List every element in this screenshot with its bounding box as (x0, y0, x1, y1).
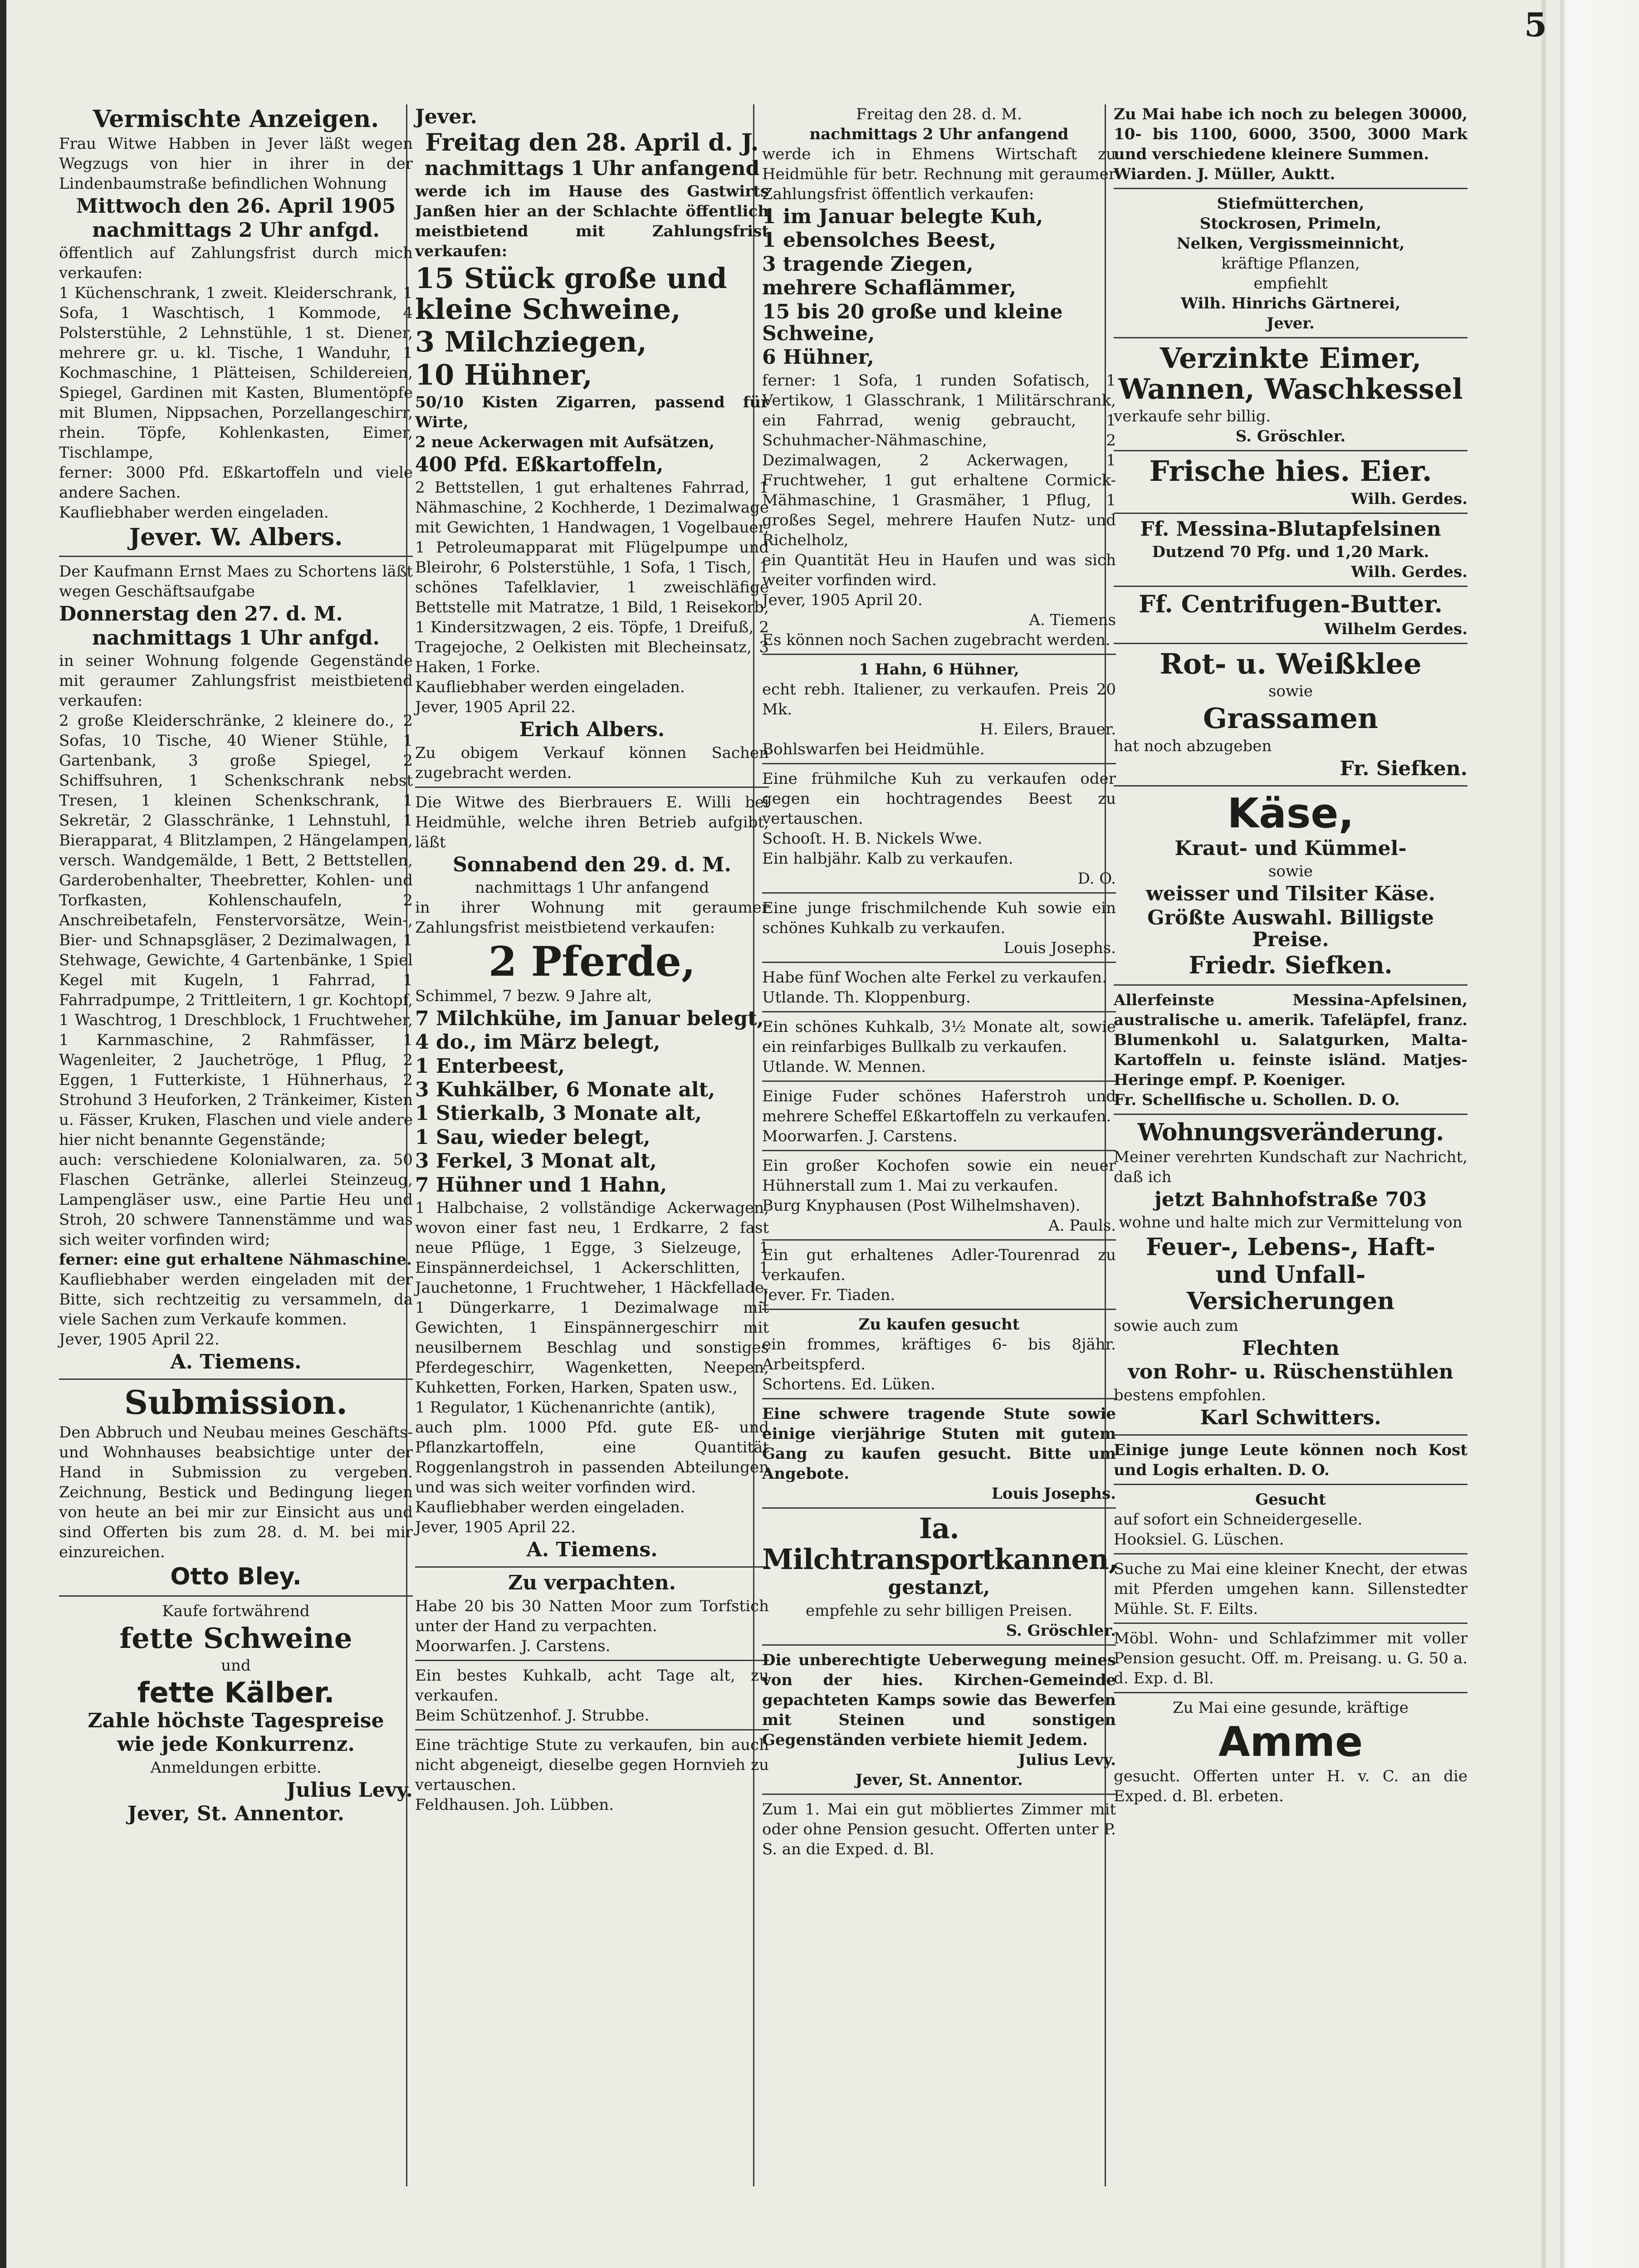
ad-line: Schimmel, 7 bezw. 9 Jahre alt, (415, 987, 652, 1005)
ad-blutapfelsinen (1114, 518, 1468, 587)
ad-body: 1 Halbchaise, 2 vollständige Ackerwagen, wovon einer fast neu, 1 Erdkarre, 2 fast neue Pflüge, 1 Egge, 3 Sielzeuge, 1 Einspännerdeichsel, 1 Ackerschlitten, 1 Jauchetonne, 1 Fruchtweher, 1 Häckfellade, 1 Düngerkarre, 1 Dezimalwage mit Gewichten, 1 Einspännergeschirr mit neusilbernem Beschlag und sonstiges Pferdegeschirr, Wagenketten, Neepen, Kuhketten, Forken, Harken, Spaten usw., 1 Regulator, 1 Küchenanrichte (antik), auch plm. 1000 Pfd. gute Eß- und Pflanzkartoffeln, eine Quantität Roggenlangstroh in passenden Abteilungen und was sich weiter vorfinden wird. Kaufliebhaber werden eingeladen. (415, 1199, 769, 1517)
ad-date: Freitag den 28. April d. J. (425, 129, 759, 157)
ad-line: Flechten (1242, 1336, 1340, 1360)
ad-willi-auction (415, 792, 769, 1568)
scan-margin (1561, 0, 1639, 2268)
ad-big: Käse, (1227, 789, 1354, 837)
ad-line: Kraut- und Kümmel- (1174, 836, 1407, 860)
ad-footer (762, 987, 1116, 1007)
ad-text: Eine junge frischmilchende Kuh sowie ein schönes Kuhkalb zu verkaufen. (762, 899, 1116, 937)
ad-note: Kaufliebhaber werden eingeladen mit der Bitte, sich rechtzeitig zu versammeln, da viele Sachen zum Verkaufe kommen. (59, 1270, 413, 1329)
ad-kost-logis (1114, 1440, 1468, 1485)
ad-place: Wiarden. (1114, 165, 1192, 183)
ad-text: verkaufe sehr billig. (1114, 407, 1271, 426)
column-4 (1114, 104, 1468, 1814)
ad-stute-gesucht (762, 1404, 1116, 1509)
ad-text: Fr. Schellfische u. Schollen. D. O. (1114, 1090, 1400, 1109)
ad-big: Verzinkte Eimer, Wannen, Waschkessel (1118, 342, 1463, 406)
ad-wohnzimmer (1114, 1628, 1468, 1693)
ad-signature: Karl Schwitters. (1200, 1406, 1381, 1429)
ad-heading: 1 Hahn, 6 Hühner, (859, 660, 1019, 679)
ad-date: Sonnabend den 29. d. M. (453, 853, 731, 876)
ad-footer (762, 829, 1116, 849)
ad-footer (415, 1795, 769, 1815)
ad-big: 1 im Januar belegte Kuh, (762, 205, 1043, 228)
ad-signature: H. B. Nickels Wwe. (832, 829, 983, 848)
section-heading: Vermischte Anzeigen. (93, 105, 379, 133)
ad-signature: A. Pauls. (1048, 1216, 1116, 1235)
ad-signature: Ed. Lüken. (851, 1375, 935, 1393)
ad-text: Allerfeinste Messina-Apfelsinen, australische u. amerik. Tafeläpfel, franz. Blumenkohl u. Salatgurken, Malta-Kartoffeln u. feinste isländ. Matjes-Heringe empf. P. Koeniger. (1114, 991, 1468, 1089)
ad-date-line: Jever, 1905 April 22. (415, 698, 576, 717)
ad-klee (1114, 649, 1468, 787)
ad-heading: Zu kaufen gesucht (858, 1315, 1020, 1334)
ad-schwitters (1114, 1119, 1468, 1436)
ad-schneidergeselle (1114, 1490, 1468, 1554)
ad-place: Schortens. (762, 1375, 846, 1393)
ad-text: Ein bestes Kuhkalb, acht Tage alt, zu verkaufen. (415, 1666, 769, 1705)
ad-text: Frau Witwe Habben in Jever läßt wegen Wegzugs von hier in ihrer in der Lindenbaumstraße befindlichen Wohnung (59, 135, 413, 193)
ad-further: ferner: eine gut erhaltene Nähmaschine. (59, 1250, 412, 1269)
ad-text: Der Kaufmann Ernst Maes zu Schortens läßt wegen Geschäftsaufgabe (59, 562, 413, 601)
ad-note: Es können noch Sachen zugebracht werden. (762, 631, 1111, 649)
ad-signature: Wilh. Gerdes. (1351, 489, 1468, 508)
ad-big: Grassamen (1203, 702, 1378, 735)
ad-line: 3 Kuhkälber, 6 Monate alt, (415, 1078, 715, 1102)
ad-line: 1 Sau, wieder belegt, (415, 1125, 651, 1149)
ad-mueller-geld (1114, 104, 1468, 189)
ad-big: Feuer-, Lebens-, Haft- (1146, 1233, 1435, 1261)
ad-line: weisser und Tilsiter Käse. (1146, 882, 1435, 906)
ad-line: von Rohr- u. Rüschenstühlen (1128, 1360, 1453, 1384)
ad-nickels (762, 769, 1116, 894)
ad-signature: S. Gröschler. (1235, 427, 1346, 446)
binding-edge (0, 0, 6, 2268)
ad-kuhkalb (415, 1666, 769, 1730)
ad-line: Zahle höchste Tagespreise (88, 1709, 384, 1733)
ad-zimmer (762, 1799, 1116, 1863)
ad-line: Anmeldungen erbitte. (150, 1758, 322, 1777)
ad-hinrichs-gaertnerei (1114, 194, 1468, 338)
ad-line: 4 do., im März belegt, (415, 1031, 660, 1054)
ad-signature: Fr. Siefken. (1340, 757, 1468, 780)
ad-mid: sowie (1268, 682, 1313, 701)
ad-big: 3 Milchziegen, (415, 325, 647, 359)
ad-date-line: Jever, 1905 April 22. (415, 1518, 576, 1537)
ad-note: Zu obigem Verkauf können Sachen zugebracht werden. (415, 743, 769, 782)
ad-footer (1114, 1530, 1468, 1549)
ad-big: 10 Hühner, (415, 358, 592, 391)
ad-text: Suche zu Mai eine kleiner Knecht, der etwas mit Pferden umgehen kann. Sillenstedter Mühle. St. F. Eilts. (1114, 1559, 1468, 1618)
ad-line: bestens empfohlen. (1114, 1386, 1267, 1404)
ad-tiemens-auction (762, 104, 1116, 655)
ad-text: Eine schwere tragende Stute sowie einige vierjährige Stuten mit gutem Gang zu kaufen gesucht. Bitte um Angebote. (762, 1404, 1116, 1483)
ad-mennen (762, 1017, 1116, 1082)
ad-big: 1 ebensolches Beest, (762, 229, 996, 252)
ad-date-line: Jever, 1905 April 22. (59, 1330, 220, 1349)
column-3 (762, 104, 1116, 1867)
ad-text: Ein großer Kochofen sowie ein neuer Hühnerstall zum 1. Mai zu verkaufen. (762, 1156, 1116, 1195)
ad-text: Eine frühmilche Kuh zu verkaufen oder gegen ein hochtragendes Beest zu vertauschen. (762, 769, 1116, 828)
ad-intro: werde ich in Ehmens Wirtschaft zu Heidmühle für betr. Rechnung mit geraumer Zahlungsfrist öffentlich verkaufen: (762, 145, 1116, 203)
ad-body: 2 Bettstellen, 1 gut erhaltenes Fahrrad, 1 Nähmaschine, 2 Kochherde, 1 Dezimalwage mit Gewichten, 1 Handwagen, 1 Vogelbauer, 1 Petroleumapparat mit Flügelpumpe und Bleirohr, 6 Polsterstühle, 1 Sofa, 1 Tisch, 1 schönes Tafelklavier, 1 zweischläfige Bettstelle mit Matratze, 1 Bild, 1 Reisekorb, 1 Kindersitzwagen, 2 eis. Töpfe, 1 Dreifuß, 2 Tragejoche, 2 Oelkisten mit Blecheinsatz, 3 Haken, 1 Forke. Kaufliebhaber werden eingeladen. (415, 479, 769, 697)
ad-big: 2 Pferde, (488, 937, 696, 986)
ad-butter (1114, 591, 1468, 644)
ad-line: Stockrosen, Primeln, (1199, 215, 1382, 233)
ad-signature: Wilhelm Gerdes. (1324, 620, 1468, 639)
ad-albers-auction (415, 106, 769, 788)
ad-signature: J. Strubbe. (567, 1706, 650, 1725)
ad-josephs-kuh (762, 898, 1116, 963)
ad-date: Mittwoch den 26. April 1905 (76, 195, 396, 218)
ad-place: Moorwarfen. (762, 1127, 864, 1145)
ad-milchkannen (762, 1513, 1116, 1646)
ad-footer (415, 1636, 769, 1656)
ad-time: nachmittags 2 Uhr anfgd. (92, 218, 380, 242)
ad-line: 400 Pfd. Eßkartoffeln, (415, 453, 664, 476)
ad-maes-auction (59, 562, 413, 1380)
ad-address: jetzt Bahnhofstraße 703 (1154, 1188, 1427, 1211)
ad-body: ferner: 1 Sofa, 1 runden Sofatisch, 1 Vertikow, 1 Glasschrank, 1 Militärschrank, ein Fahrrad, wenig gebraucht, 1 Schuhmacher-Nähmaschine, 2 Dezimalwagen, 2 Ackerwagen, 1 Fruchtweher, 1 gut erhaltene Cormick-Mähmaschine, 1 Grasmäher, 1 Pflug, 1 großes Segel, mehrere Haufen Nutz- und Richelholz, ein Quantität Heu in Haufen und was sich weiter vorfinden wird. (762, 371, 1116, 589)
ad-big: und Unfall-Versicherungen (1187, 1261, 1394, 1315)
ad-footer (762, 1057, 1116, 1077)
page-edge-fold (1541, 0, 1546, 2268)
ad-line: 50/10 Kisten Zigarren, passend für Wirte, (415, 393, 769, 431)
ad-signature: Wilh. Gerdes. (1351, 562, 1468, 581)
ad-signature: S. Gröschler. (1006, 1621, 1116, 1640)
ad-text: Eine trächtige Stute zu verkaufen, bin auch nicht abgeneigt, dieselbe gegen Hornvieh zu vertauschen. (415, 1735, 769, 1794)
ad-text: gesucht. Offerten unter H. v. C. an die Exped. d. Bl. erbeten. (1114, 1767, 1468, 1805)
column-2 (415, 104, 769, 1823)
ad-signature: Louis Josephs. (1003, 938, 1116, 957)
ad-text: hat noch abzugeben (1114, 737, 1272, 755)
ad-line: Wilh. Hinrichs Gärtnerei, (1180, 294, 1401, 313)
ad-text: wohne und halte mich zur Vermittelung von (1119, 1213, 1463, 1232)
ad-signature: A. Tiemens (1029, 611, 1116, 629)
ad-text: empfehle zu sehr billigen Preisen. (806, 1601, 1072, 1620)
ad-lead: Kaufe fortwährend (162, 1602, 310, 1620)
ad-line: sowie auch zum (1114, 1316, 1238, 1335)
ad-levy-cattle (59, 1601, 413, 1831)
ad-signature: Julius Levy. (1018, 1750, 1116, 1769)
ad-verpachten (415, 1572, 769, 1661)
ad-line: 7 Hühner und 1 Hahn, (415, 1173, 667, 1197)
ad-line: Stiefmütterchen, (1217, 195, 1365, 213)
ad-text: Ein gut erhaltenes Adler-Tourenrad zu verkaufen. (762, 1246, 1116, 1284)
ad-line: 1 Stierkalb, 3 Monate alt, (415, 1102, 702, 1125)
ad-big: mehrere Schaflämmer, (762, 276, 1017, 300)
ad-place: Hooksiel. (1114, 1530, 1187, 1549)
ad-text: Zu Mai habe ich noch zu belegen 30000, 10- bis 1100, 6000, 3500, 3000 Mark und verschiedene kleinere Summen. (1114, 105, 1468, 163)
ad-signature: J. Müller, Auktt. (1197, 165, 1336, 183)
ad-place: Jever. (762, 1286, 806, 1304)
ad-big: 6 Hühner, (762, 346, 874, 369)
ad-kochofen (762, 1156, 1116, 1241)
ad-heading: Zu verpachten. (508, 1571, 676, 1595)
ad-text: Meiner verehrten Kundschaft zur Nachricht, daß ich (1114, 1148, 1468, 1186)
ad-line: 3 Ferkel, 3 Monat alt, (415, 1149, 657, 1173)
ad-text: Einige junge Leute können noch Kost und Logis erhalten. D. O. (1114, 1441, 1468, 1479)
ad-haferstroh (762, 1086, 1116, 1151)
ad-text: Zu Mai eine gesunde, kräftige (1173, 1698, 1409, 1717)
ad-line: empfiehlt (1253, 274, 1328, 293)
ad-signature: Jever. W. Albers. (129, 523, 343, 551)
ad-big: fette Kälber. (137, 1676, 335, 1709)
ad-text: auf sofort ein Schneidergeselle. (1114, 1510, 1363, 1529)
ad-big: 15 bis 20 große und kleine Schweine, (762, 300, 1063, 345)
ad-big: Ff. Centrifugen-Butter. (1139, 590, 1443, 618)
ad-line: 7 Milchkühe, im Januar belegt, (415, 1007, 764, 1030)
ad-line: 2 neue Ackerwagen mit Aufsätzen, (415, 433, 715, 451)
ad-place: Jever, St. Annentor. (127, 1802, 344, 1826)
ad-footer (762, 1374, 1116, 1394)
ad-big: Frische hies. Eier. (1149, 455, 1432, 488)
ad-place: Jever. (415, 105, 477, 128)
ad-line: kräftige Pflanzen, (1221, 254, 1360, 273)
ad-time: nachmittags 1 Uhr anfgd. (92, 626, 380, 650)
ad-signature: Fr. Tiaden. (811, 1286, 895, 1304)
ad-heading: Gesucht (1255, 1490, 1326, 1509)
ad-footer (762, 1285, 1116, 1305)
ad-huehner (762, 660, 1116, 764)
ad-time: nachmittags 2 Uhr anfangend (809, 125, 1069, 143)
ad-big: fette Schweine (119, 1621, 352, 1655)
ad-place: Schooſt. (762, 829, 827, 848)
ad-line: wie jede Konkurrenz. (117, 1733, 355, 1756)
ad-text: Möbl. Wohn- und Schlafzimmer mit voller Pension gesucht. Off. m. Preisang. u. G. 50 a. d. Exp. d. Bl. (1114, 1629, 1468, 1687)
ad-sub: gestanzt, (888, 1576, 990, 1599)
ad-text: Dutzend 70 Pfg. und 1,20 Mark. (1152, 543, 1429, 561)
ad-heading: Wohnungsveränderung. (1137, 1118, 1444, 1146)
ad-place: Utlande. (762, 1057, 830, 1076)
ad-knecht (1114, 1559, 1468, 1624)
ad-stute (415, 1735, 769, 1818)
page-number: 5 (1524, 5, 1547, 44)
ad-levy-verbot (762, 1650, 1116, 1795)
ad-time: nachmittags 1 Uhr anfangend (424, 156, 760, 180)
ad-ferkel (762, 968, 1116, 1012)
ad-line: sowie (1268, 862, 1313, 881)
ad-footer (415, 1706, 769, 1725)
ad-signature: Julius Levy. (286, 1778, 413, 1802)
ad-signature: Friedr. Siefken. (1189, 952, 1393, 980)
ad-big: Amme (1218, 1718, 1363, 1766)
column-1 (59, 104, 413, 1835)
ad-big: Rot- u. Weißklee (1160, 647, 1422, 681)
ad-footer (1114, 164, 1468, 184)
ad-text: Einige Fuder schönes Haferstroh und mehrere Scheffel Eßkartoffeln zu verkaufen. (762, 1087, 1116, 1125)
ad-body: Den Abbruch und Neubau meines Geschäfts- und Wohnhauses beabsichtige unter der Hand in Submission zu vergeben. Zeichnung, Bestick und Bedingung liegen von heute an bei mir zur Einsicht aus und sind Offerten bis zum 28. d. M. bei mir einzureichen. (59, 1423, 413, 1561)
ad-signature: Louis Josephs. (991, 1484, 1116, 1503)
ad-heading: Ia. Milchtransportkannen, (762, 1511, 1118, 1576)
ad-heading: Submission. (124, 1383, 348, 1422)
ad-signature: A. Tiemens. (526, 1538, 658, 1562)
ad-text: Die unberechtigte Ueberwegung meines von der hies. Kirchen-Gemeinde gepachteten Kamps sowie das Bewerfen mit Steinen und sonstigen Gegenständen verbiete hiemit Jedem. (762, 1651, 1116, 1749)
ad-big: Ff. Messina-Blutapfelsinen (1140, 517, 1441, 541)
ad-time: nachmittags 1 Uhr anfangend (475, 878, 709, 897)
ad-signature: Joh. Lübben. (514, 1795, 614, 1814)
ad-body: in seiner Wohnung folgende Gegenstände mit geraumer Zahlungsfrist meistbietend verkaufen: 2 große Kleiderschränke, 2 kleinere do., 2 Sofas, 10 Tische, 40 Wiener Stühle, 1 Gartenbank, 3 große Spiegel, 2 Schiffsuhren, 1 Schenkschrank nebst Tresen, 1 kleinen Schenkschrank, 1 Sekretär, 2 Glasschränke, 1 Lehnstuhl, 1 Bierapparat, 4 Blitzlampen, 2 Hängelampen, versch. Wandgemälde, 1 Bett, 2 Bettstellen, Garderobenhalter, Theebretter, Kohlen- und Torfkasten, Kohlenschaufeln, 2 Anschreibetafeln, Fenstervorsätze, Wein-, Bier- und Schnapsgläser, 2 Dezimalwagen, 1 Stehwage, Gewichte, 4 Gartenbänke, 1 Spiel Kegel mit Kugeln, 1 Fahrrad, 1 Fahrradpumpe, 2 Trittleitern, 1 gr. Kochtopf, 1 Waschtrog, 1 Dreschblock, 1 Fruchtweher, 1 Karnmaschine, 2 Rahmfässer, 1 Wagenleiter, 2 Jauchetröge, 1 Pflug, 2 Eggen, 1 Futterkiste, 1 Hühnerhaus, 2 Strohund 3 Heuforken, 2 Tränkeimer, Kisten u. Fässer, Kruken, Flaschen und viele andere hier nicht benannte Gegenstände; auch: verschiedene Kolonialwaren, za. 50 Flaschen Getränke, allerlei Steinzeug, Lampengläser usw., eine Partie Heu und Stroh, 20 schwere Tannenstämme und was sich weiter vorfinden wird; (59, 651, 413, 1249)
ad-body: öffentlich auf Zahlungsfrist durch mich verkaufen: 1 Küchenschrank, 1 zweit. Kleiderschrank, 1 Sofa, 1 Waschtisch, 1 Kommode, 4 Polsterstühle, 2 Lehnstühle, 1 st. Diener, mehrere gr. u. kl. Tische, 1 Wanduhr, 1 Kochmaschine, 1 Plätteisen, Schildereien, Spiegel, Gardinen mit Kasten, Blumentöpfe mit Blumen, Nippsachen, Porzellangeschirr, rhein. Töpfe, Kohlenkasten, Eimer, Tischlampe, ferner: 3000 Pfd. Eßkartoffeln und viele andere Sachen. Kaufliebhaber werden eingeladen. (59, 244, 413, 522)
ad-text: in ihrer Wohnung mit geraumer Zahlungsfrist meistbietend verkaufen: (415, 898, 769, 937)
ad-signature: W. Mennen. (834, 1057, 926, 1076)
ad-date-line: Jever, 1905 April 20. (762, 591, 923, 609)
ad-text: Ein halbjähr. Kalb zu verkaufen. (762, 849, 1013, 868)
ad-line: 1 Enterbeest, (415, 1054, 565, 1078)
ad-big: 15 Stück große und kleine Schweine, (415, 261, 727, 326)
ad-signature: A. Tiemens. (170, 1350, 302, 1374)
ad-place: Bohlswarfen bei Heidmühle. (762, 740, 985, 758)
ad-place: Burg Knyphausen (Post Wilhelmshaven). (762, 1196, 1081, 1215)
ad-place: Jever, St. Annentor. (855, 1770, 1023, 1789)
ad-line: Größte Auswahl. Billigste Preise. (1147, 906, 1434, 952)
ad-submission (59, 1384, 413, 1596)
ad-text: Die Witwe des Bierbrauers E. Willi bei Heidmühle, welche ihren Betrieb aufgibt, läßt (415, 793, 769, 851)
ad-signature: Otto Bley. (170, 1563, 302, 1590)
ad-place: Moorwarfen. (415, 1637, 517, 1655)
ad-signature: Erich Albers. (519, 718, 665, 742)
ad-place: Feldhausen. (415, 1795, 510, 1814)
ad-line: Jever. (1267, 314, 1315, 332)
ad-koeniger (1114, 990, 1468, 1115)
ad-eimer (1114, 343, 1468, 451)
ad-date: Donnerstag den 27. d. M. (59, 602, 343, 626)
ad-place: Beim Schützenhof. (415, 1706, 562, 1725)
ad-text: Ein schönes Kuhkalb, 3½ Monate alt, sowie ein reinfarbiges Bullkalb zu verkaufen. (762, 1017, 1116, 1056)
ad-date: Freitag den 28. d. M. (856, 105, 1022, 123)
ad-text: ein frommes, kräftiges 6- bis 8jähr. Arbeitspferd. (762, 1335, 1116, 1374)
ad-intro: werde ich im Hause des Gastwirts Janßen hier an der Schlachte öffentlich meistbietend mit Zahlungsfrist verkaufen: (415, 182, 769, 260)
ad-text: Zum 1. Mai ein gut möbliertes Zimmer mit oder ohne Pension gesucht. Offerten unter P. S. an die Exped. d. Bl. (762, 1800, 1116, 1858)
ad-kaese (1114, 791, 1468, 986)
ad-body: echt rebh. Italiener, zu verkaufen. Preis 20 Mk. (762, 680, 1116, 719)
ad-line: Nelken, Vergissmeinnicht, (1176, 235, 1405, 253)
ad-tag: D. O. (1077, 869, 1116, 888)
ad-place: Utlande. (762, 988, 830, 1007)
ad-tourenrad (762, 1245, 1116, 1310)
ad-signature: J. Carstens. (868, 1127, 958, 1145)
ad-footer (762, 1126, 1116, 1146)
ad-signature: Th. Kloppenburg. (834, 988, 971, 1007)
ad-text: Habe fünf Wochen alte Ferkel zu verkaufen. (762, 968, 1107, 987)
ad-und: und (221, 1656, 251, 1675)
ad-arbeitspferd (762, 1315, 1116, 1399)
ad-amme (1114, 1698, 1468, 1810)
ad-body: Habe 20 bis 30 Natten Moor zum Torfstich unter der Hand zu verpachten. (415, 1597, 769, 1635)
ad-signature: J. Carstens. (521, 1637, 611, 1655)
ad-big: 3 tragende Ziegen, (762, 252, 974, 276)
ad-eier (1114, 456, 1468, 513)
ad-signature: H. Eilers, Brauer. (979, 720, 1116, 738)
ad-habben-auction (59, 106, 413, 557)
ad-signature: G. Lüschen. (1192, 1530, 1284, 1549)
